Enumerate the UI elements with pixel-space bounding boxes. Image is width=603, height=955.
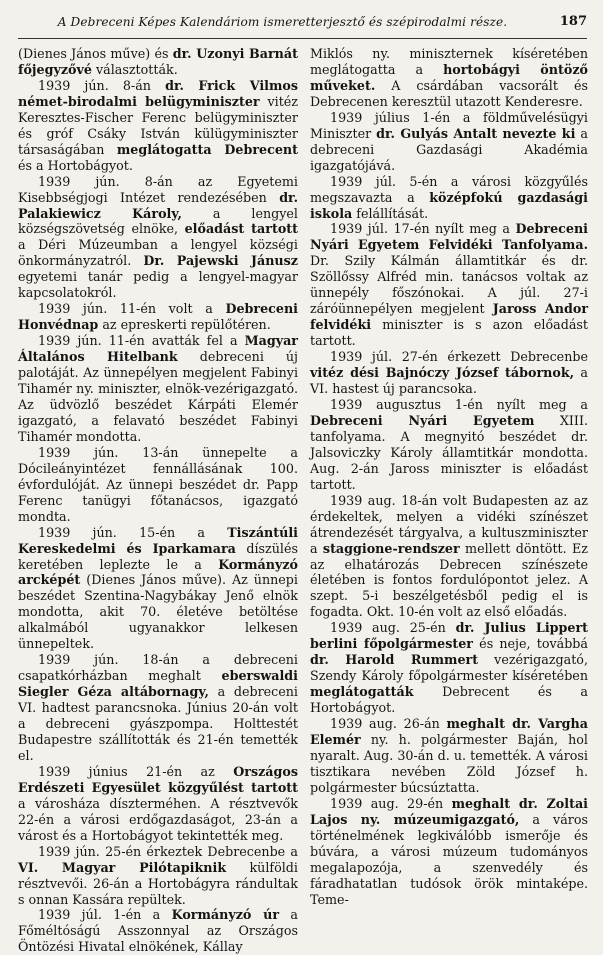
text-run: A csárdában vacsorált és Debrecenen keresztül utazott Kenderesre.	[310, 77, 588, 109]
bold-run: Debreceni Nyári Egyetem	[310, 412, 535, 428]
paragraph	[310, 221, 588, 349]
paragraph	[310, 349, 588, 397]
text-run: 1939 július 1-én a földművelésügyi Miniszter	[310, 109, 588, 141]
text-run: az epreskerti repülőtéren.	[98, 317, 271, 333]
text-run: 1939 jún. 18-án a debreceni csapatkórházban meghalt	[18, 652, 298, 684]
text-run: ny. h. polgármester Baján, hol nyaralt. Aug. 30-án d. u. temették. A városi tisztikara nevében Zöld József h. polgármester búcsúztatta.	[310, 731, 588, 795]
bold-run: Kormányzó úr	[171, 907, 280, 923]
text-run: debreceni új palotáját. Az ünnepélyen megjelent Fabinyi Tihamér ny. miniszter, elnök-vezérigazgató. Az üdvözlő beszédet Kárpáti Elemér igazgató, a felavató beszédet Fabinyi Tihamér mondotta.	[18, 349, 298, 444]
paragraph	[310, 493, 588, 621]
text-run: 1939 jún. 8-án	[38, 77, 166, 93]
text-run: 1939 aug. 26-án	[330, 716, 447, 732]
paragraph	[18, 46, 298, 78]
bold-run: meghalt dr. Vargha Elemér	[310, 716, 588, 747]
text-run: 1939 jún. 13-án ünnepelte a Dócileányintézet fennállásának 100. évfordulóját. Az ünnepi beszédet dr. Papp Ferenc tanügyi főtanácsos, igazgató mondta.	[18, 444, 298, 524]
paragraph	[18, 652, 298, 764]
paragraph	[18, 301, 298, 333]
bold-run: Debreceni Honvédnap	[18, 301, 298, 333]
bold-run: Kormányzó arcképét	[18, 556, 298, 588]
paragraph	[310, 46, 588, 110]
paragraph	[18, 525, 298, 653]
bold-run: dr. Palakiewicz Károly,	[18, 189, 298, 221]
text-run: a lengyel községszövetség elnöke,	[18, 205, 298, 237]
text-run: vitéz Keresztes-Fischer Ferenc belügyminiszter és gróf Csáky István külügyminiszter társaságában	[18, 93, 298, 157]
text-run: 1939 jún. 11-én avatták fel a	[38, 333, 245, 349]
bold-run: dr. Harold Rummert	[310, 652, 479, 668]
bold-run: Magyar Általános Hitelbank	[18, 333, 298, 365]
bold-run: VI. Magyar Pilótapiknik	[18, 859, 227, 875]
bold-run: dr. Uzonyi Barnát főjegyzővé	[18, 46, 298, 77]
bold-run: Debreceni Nyári Egyetem Felvidéki Tanfolyama.	[310, 221, 588, 253]
page-number: 187	[559, 14, 587, 29]
text-run: külföldi résztvevői. 26-án a Hortobágyra rándultak s onnan Kassára repültek.	[18, 859, 298, 907]
text-run: vezérigazgató, Szendy Károly főpolgármester kíséretében	[310, 652, 588, 684]
text-run: a Déri Múzeumban a lengyel községi önkormányzatról.	[18, 237, 298, 269]
paragraph	[310, 620, 588, 716]
text-run: a debreceni Gazdasági Akadémia igazgatójává.	[310, 125, 588, 173]
bold-run: staggione-rendszer	[322, 540, 460, 556]
text-run: 1939 júl. 17-én nyílt meg a	[330, 221, 516, 237]
text-run: 1939 júl. 1-én a	[38, 907, 172, 923]
paragraph	[310, 397, 588, 493]
text-run: választották.	[91, 61, 178, 77]
page-header	[18, 12, 587, 39]
text-run: 1939 jún. 11-én volt a	[38, 301, 226, 317]
paragraph	[18, 445, 298, 525]
bold-run: előadást tartott	[184, 221, 298, 237]
bold-run: hortobágyi öntöző műveket.	[310, 61, 588, 93]
text-run: 1939 aug. 29-én	[330, 795, 452, 811]
bold-run: vitéz dési Bajnóczy József tábornok,	[310, 365, 575, 381]
text-run: 1939 június 21-én az	[38, 763, 234, 779]
text-run: felállítását.	[352, 205, 429, 221]
bold-run: meghalt dr. Zoltai Lajos ny. múzeumigazgató,	[310, 795, 588, 827]
text-run: 1939 júl. 5-én a városi közgyűlés megszavazta a	[310, 173, 588, 205]
text-run: a város történelmének legkiválóbb ismerője és búvára, a városi múzeum tudományos megalapozója, a szenvedély és fáradhatatlan tudósok örök mintaképe. Teme-	[310, 811, 588, 907]
text-run: a debreceni VI. hadtest parancsnoka. Június 20-án volt a debreceni gyászpompa. Holttestét Budapestre szállították és 21-én temették el.	[18, 684, 298, 763]
paragraph	[310, 174, 588, 222]
right-column	[310, 46, 588, 907]
text-run: 1939 aug. 18-án volt Budapesten az az érdekeltek, melyen a vidéki színészet átrendezését tárgyalva, a kultuszminiszter a	[310, 492, 588, 556]
running-title: A Debreceni Képes Kalendáriom ismeretterjesztő és szépirodalmi része.	[57, 15, 508, 29]
paragraph	[18, 844, 298, 908]
text-run: és a Hortobágyot.	[18, 157, 133, 173]
text-run: (Dienes János műve) és	[18, 46, 173, 61]
text-run: egyetemi tanár pedig a lengyel-magyar kapcsolatokról.	[18, 269, 298, 301]
bold-run: dr. Frick Vilmos német-birodalmi belügyminiszter	[18, 77, 298, 109]
text-run: a VI. hastest új parancsoka.	[310, 365, 588, 397]
paragraph	[18, 907, 298, 955]
text-run: 1939 jún. 15-én a	[38, 524, 228, 540]
bold-run: dr. Gulyás Antalt nevezte ki	[376, 125, 576, 141]
bold-run: Dr. Pajewski Jánusz	[143, 253, 298, 269]
bold-run: Országos Erdészeti Egyesület közgyűlést tartott	[18, 763, 298, 795]
paragraph	[18, 764, 298, 844]
bold-run: meglátogatta Debrecent	[116, 141, 298, 157]
text-run: a Főméltóságú Asszonnyal az Országos Öntözési Hivatal elnökének, Kállay	[18, 907, 298, 955]
text-run: 1939 augusztus 1-én nyílt meg a	[330, 396, 588, 412]
bold-run: Tiszántúli Kereskedelmi és Iparkamara	[18, 524, 298, 556]
text-run: 1939 júl. 27-én érkezett Debrecenbe	[330, 349, 588, 365]
text-run: mellett döntött. Ez az elhatározás Debrecen színészete életében is fontos fordulópontot jelez. A szept. 5-i beszélgetésből pedig el is fogadta. Okt. 10-én volt az első előadás.	[310, 540, 588, 620]
text-run: 1939 aug. 25-én	[330, 620, 456, 636]
paragraph	[310, 110, 588, 174]
text-run: Debrecent és a Hortobágyot.	[310, 684, 588, 716]
bold-run: dr. Julius Lippert	[455, 620, 589, 636]
bold-run: berlini főpolgármester	[310, 636, 473, 652]
bold-run: Jaross Andor felvidéki	[310, 301, 588, 333]
text-run: miniszter is s azon előadást tartott.	[310, 317, 588, 349]
bold-run: meglátogatták	[310, 684, 414, 700]
left-column	[18, 46, 298, 955]
text-run: és neje, továbbá	[473, 636, 588, 652]
paragraph	[18, 333, 298, 445]
text-run: Dr. Szily Kálmán államtitkár és dr. Szöllőssy Alfréd min. tanácsos voltak az ünnepély főszónokai. A júl. 27-i záróünnepélyen megjelent	[310, 253, 588, 317]
paragraph	[310, 716, 588, 796]
bold-run: középfokú gazdasági iskola	[310, 189, 588, 221]
text-run: (Dienes János műve). Az ünnepi beszédet Szentina-Nagybákay Jenő elnök mondotta, akit 70. életéve betöltése alkalmából ugyanakkor lelkesen ünnepeltek.	[18, 572, 298, 652]
bold-run: eberswaldi Siegler Géza altábornagy,	[18, 668, 298, 700]
paragraph	[310, 796, 588, 908]
paragraph	[18, 174, 298, 302]
text-run: a városháza díszterméhen. A résztvevők 22-én a városi erdőgazdaságot, 23-án a várost és a Hortobágyot tekintették meg.	[18, 795, 298, 843]
text-run: 1939 jún. 25-én érkeztek Debrecenbe a	[38, 843, 298, 859]
text-run: Miklós ny. miniszternek kíséretében meglátogatta a	[310, 46, 588, 77]
text-run: XIII. tanfolyama. A megnyitó beszédet dr. Jalsoviczky Károly államtitkár mondotta. Aug. 2-án Jaross miniszter is előadást tartott.	[310, 412, 588, 492]
text-run: díszülés keretében leplezte le a	[18, 540, 298, 572]
text-run: 1939 jún. 8-án az Egyetemi Kisebbségjogi Intézet rendezésében	[18, 173, 298, 205]
paragraph	[18, 78, 298, 174]
